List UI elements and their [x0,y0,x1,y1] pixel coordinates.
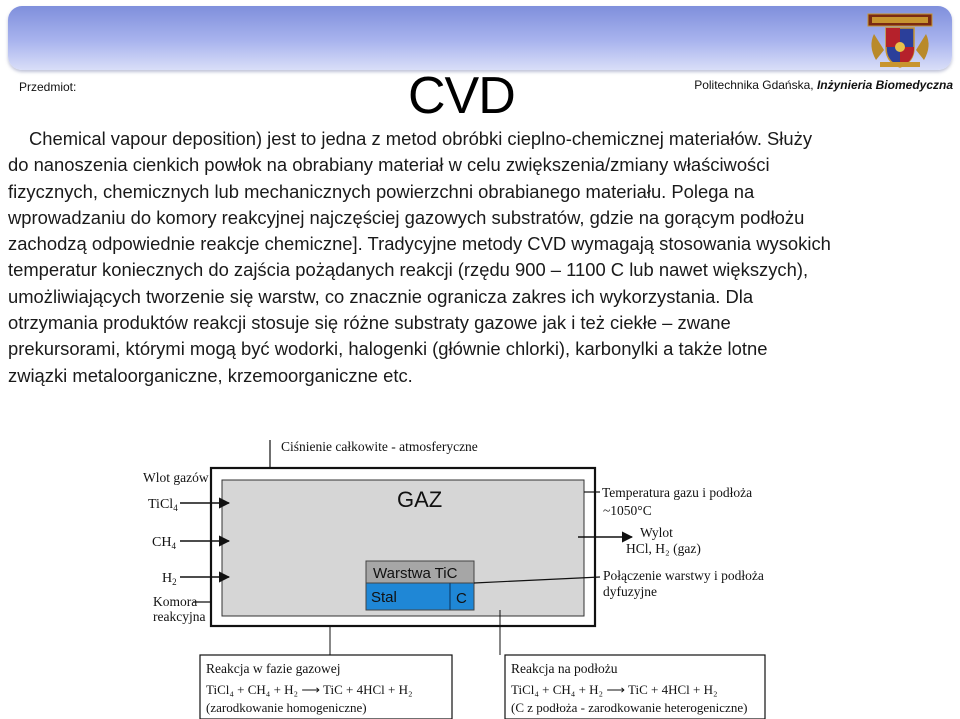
institution-name: Politechnika Gdańska, [694,78,817,92]
inlet-gas-h2: $H_2$ [162,571,177,587]
body-line: wprowadzaniu do komory reakcyjnej najczęściej gazowych substratów, gdzie na gorącym podłożu [8,206,805,228]
temperature-label: Temperatura gazu i podłoża [602,485,753,500]
body-line: temperatur koniecznych do zajścia pożądanych reakcji (rzędu 900 – 1100 C lub nawet większych), [8,259,809,281]
institution-field: Inżynieria Biomedyczna [816,78,953,92]
slide-title: CVD [408,67,515,125]
gas-reaction-note: (zarodkowanie homogeniczne) [206,700,367,715]
surface-reaction-note: (C z podłoża - zarodkowanie heterogeniczne) [511,700,748,715]
gas-reaction-title: Reakcja w fazie gazowej [206,661,341,676]
tic-layer-label: Warstwa TiC [373,565,458,582]
junction-label-2: dyfuzyjne [603,584,657,599]
body-line: zachodzą odpowiednie reakcje chemiczne]. Tradycyjne metody CVD wymagają stosowania wysokich [8,233,831,255]
chamber-label-2: reakcyjna [153,609,206,624]
pressure-label: Ciśnienie całkowite - atmosferyczne [281,439,478,454]
subject-label: Przedmiot: [19,80,77,94]
body-line: otrzymania produktów reakcji stosuje się różne substraty gazowe jak i też ciekłe – zwane [8,312,731,334]
junction-label: Połączenie warstwy i podłoża [603,568,764,583]
inlet-gas-ch4: $CH_4$ [152,535,176,551]
inlet-label: Wlot gazów [143,470,209,485]
gas-reaction-equation: TiCl₄ + CH₄ + H₂ ⟶ TiC + 4HCl + H₂ [206,682,413,697]
body-line: do nanoszenia cienkich powłok na obrabiany materiał w celu zwiększenia/zmiany właściwości [8,154,770,176]
surface-reaction-title: Reakcja na podłożu [511,661,618,676]
gas-label: GAZ [397,487,443,512]
inlet-gas-ticl4: TiCl$_4$ [148,497,178,513]
temperature-value: ~1050°C [603,503,652,518]
body-line: umożliwiających tworzenie się warstw, co znacznie ogranicza zakres ich wykorzystania. Dla [8,285,754,307]
outlet-label: Wylot [640,525,673,540]
body-line: związki metaloorganiczne, krzemoorganiczne etc. [8,364,413,386]
body-line: fizycznych, chemicznych lub mechanicznych powierzchni obrabianego materiału. Polega na [8,180,755,202]
substrate-label: Stal [371,589,397,606]
outlet-gases: HCl, H₂ (gaz) [626,541,701,556]
body-line: prekursorami, którymi mogą być wodorki, halogenki (głównie chlorki), karbonylki a także lotne [8,338,768,360]
surface-reaction-equation: TiCl₄ + CH₄ + H₂ ⟶ TiC + 4HCl + H₂ [511,682,718,697]
chamber-label: Komora [153,594,198,609]
body-line: Chemical vapour deposition) jest to jedna z metod obróbki cieplno-chemicznej materiałów. Służy [29,128,813,149]
carbon-label: C [456,590,467,607]
